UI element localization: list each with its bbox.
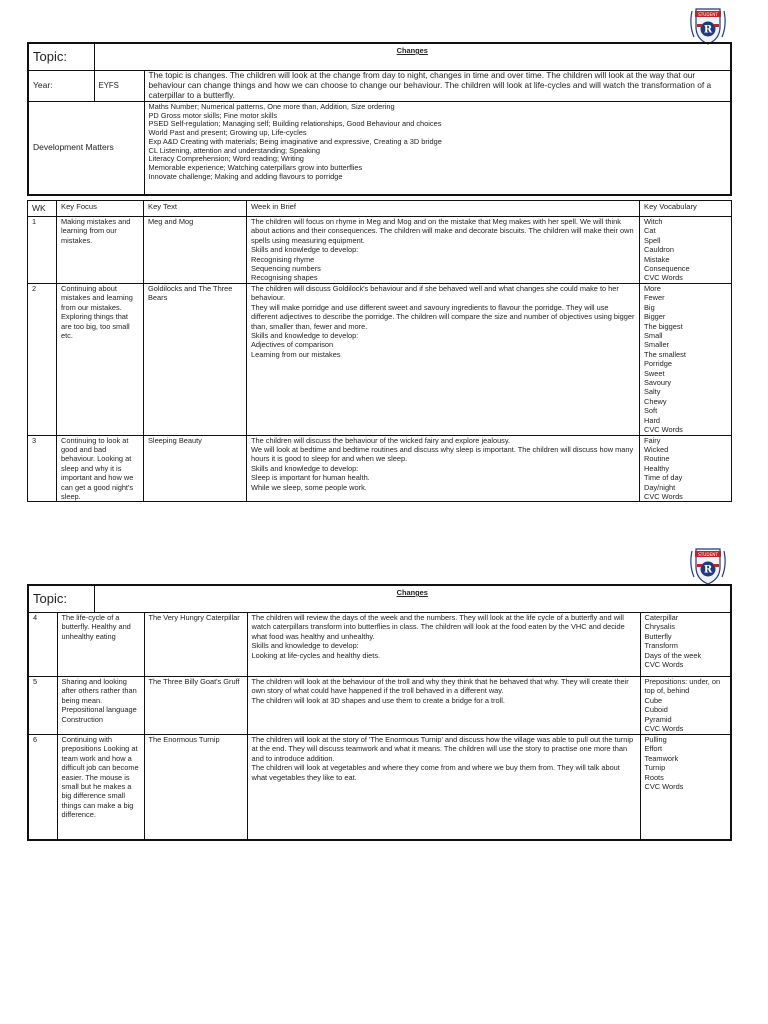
- brief-line: Skills and knowledge to develop:: [251, 331, 359, 341]
- table-row: [28, 613, 731, 677]
- vocab-word: CVC Words: [644, 724, 684, 734]
- brief-line: The children will focus on rhyme in Meg and Mog and on the mistake that Meg makes with her spell. We will think about actions and their consequences. The children will make and decorate biscuits. The children will make their own spells using measuring equipment.: [251, 217, 634, 245]
- dev-item: World Past and present; Growing up, Life-cycles: [148, 128, 307, 138]
- table-row: [28, 735, 731, 840]
- weekly-plan-table-2: [27, 584, 732, 841]
- dev-item: PD Gross motor skills; Fine motor skills: [148, 110, 278, 120]
- key-vocabulary: [640, 217, 732, 284]
- vocab-word: Pulling: [644, 735, 667, 744]
- topic-header-table: [27, 42, 732, 196]
- key-focus: Continuing with prepositions Looking at team work and how a difficult job can become easier. The mouse is small but he makes a big difference small things can make a big difference.: [57, 735, 144, 840]
- svg-text:R: R: [703, 564, 713, 576]
- brief-line: Skills and knowledge to develop:: [251, 463, 359, 473]
- svg-text:STUDENT: STUDENT: [698, 12, 718, 17]
- brief-line: They will make porridge and use different sweet and savoury ingredients to flavour the porridge. They will use different adjectives to describe the porridge. The children will compare the size and number of objectives using bigger than, smaller than, fewer and more.: [251, 302, 635, 331]
- dev-item: PSED Self-regulation; Managing self; Building relationships, Good Behaviour and choices: [148, 119, 442, 129]
- vocab-word: Butterfly: [644, 631, 672, 641]
- header-key-text: Key Text: [144, 201, 247, 217]
- week-number: 2: [28, 284, 57, 436]
- table-row: [28, 284, 732, 436]
- table-row: [28, 677, 731, 735]
- topic-description: The topic is changes. The children will look at the change from day to night, changes in time and over time. The children will look at the way that our behaviour can change things and how we can choose to change our behaviour. The children will look at life-cycles and will watch the transformation of a caterpillar to a butterfly.: [144, 71, 731, 102]
- vocab-word: Witch: [644, 217, 663, 226]
- vocab-word: Savoury: [644, 378, 672, 388]
- vocab-word: Transform: [644, 641, 678, 651]
- vocab-word: Smaller: [644, 340, 670, 350]
- key-text: The Three Billy Goat's Gruff: [144, 677, 247, 735]
- key-text: Goldilocks and The Three Bears: [144, 284, 247, 436]
- topic-label: Topic:: [28, 585, 94, 613]
- vocab-word: Teamwork: [644, 753, 679, 763]
- brief-line: Sleep is important for human health.: [251, 473, 370, 483]
- school-logo-2: [688, 545, 728, 587]
- school-logo: [688, 5, 728, 47]
- brief-line: Recognising rhyme: [251, 254, 315, 264]
- week-number: 1: [28, 217, 57, 284]
- brief-line: Learning from our mistakes: [251, 349, 341, 359]
- dev-item: CL Listening, attention and understanding; Speaking: [148, 145, 320, 155]
- vocab-word: Salty: [644, 387, 661, 397]
- development-matters-label: Development Matters: [28, 102, 144, 196]
- vocab-word: CVC Words: [644, 782, 684, 792]
- brief-line: We will look at bedtime and bedtime routines and discuss why sleep is important. The children will discuss how many hours it is good to sleep for and when we sleep.: [251, 444, 634, 464]
- svg-text:STUDENT: STUDENT: [698, 552, 718, 557]
- brief-line: Looking at life-cycles and healthy diets.: [251, 650, 381, 660]
- week-number: 5: [28, 677, 57, 735]
- brief-line: Adjectives of comparison: [251, 340, 334, 350]
- vocab-word: Day/night: [644, 482, 676, 492]
- dev-item: Innovate challenge; Making and adding flavours to porridge: [148, 171, 343, 181]
- vocab-word: CVC Words: [644, 491, 683, 501]
- year-label: Year:: [28, 71, 94, 102]
- vocab-word: Cauldron: [644, 245, 674, 255]
- planning-page-1: [27, 42, 732, 502]
- weekly-plan-table: [27, 200, 732, 502]
- vocab-word: Sweet: [644, 368, 665, 378]
- vocab-word: Small: [644, 331, 663, 341]
- key-text: Meg and Mog: [144, 217, 247, 284]
- vocab-word: The biggest: [644, 321, 683, 331]
- vocab-word: Consequence: [644, 264, 690, 274]
- vocab-word: Fairy: [644, 435, 661, 445]
- header-key-vocabulary: Key Vocabulary: [640, 201, 732, 217]
- vocab-word: Healthy: [644, 463, 670, 473]
- brief-line: The children will look at the behaviour of the troll and why they think that he behaved that why. They will create their own story of what could have happened if the troll behaved in a different way.: [251, 677, 629, 696]
- week-in-brief: [247, 435, 640, 502]
- vocab-word: Chewy: [644, 396, 667, 406]
- vocab-word: Roots: [644, 772, 664, 782]
- vocab-word: CVC Words: [644, 273, 683, 283]
- svg-text:R: R: [703, 24, 713, 36]
- vocab-word: The smallest: [644, 349, 686, 359]
- brief-line: The children will discuss Goldilock's behaviour and if she behaved well and what changes she could make to her behaviour.: [251, 284, 619, 303]
- vocab-word: CVC Words: [644, 660, 684, 670]
- key-vocabulary: [640, 435, 732, 502]
- vocab-word: More: [644, 284, 661, 293]
- vocab-word: Turnip: [644, 763, 666, 773]
- week-in-brief: [247, 735, 640, 840]
- brief-line: The children will look at 3D shapes and use them to create a bridge for a troll.: [251, 695, 505, 705]
- key-vocabulary: [640, 613, 731, 677]
- key-focus: Continuing about mistakes and learning from our mistakes. Exploring things that are too big, too small etc.: [57, 284, 144, 436]
- vocab-word: Time of day: [644, 473, 683, 483]
- vocab-word: Cube: [644, 695, 663, 705]
- dev-item: Maths Number; Numerical patterns, One more than, Addition, Size ordering: [148, 102, 395, 111]
- header-key-focus: Key Focus: [57, 201, 144, 217]
- header-wk: WK: [28, 201, 57, 217]
- vocab-word: Mistake: [644, 254, 670, 264]
- vocab-word: Bigger: [644, 312, 666, 322]
- brief-line: Skills and knowledge to develop:: [251, 245, 359, 255]
- planning-page-2: [27, 584, 732, 841]
- vocab-word: Prepositions: under, on top of, behind: [644, 677, 721, 696]
- vocab-word: Pyramid: [644, 714, 672, 724]
- brief-line: Sequencing numbers: [251, 264, 321, 274]
- vocab-word: Porridge: [644, 359, 672, 369]
- key-text: Sleeping Beauty: [144, 435, 247, 502]
- topic-title: Changes: [94, 585, 731, 613]
- year-value: EYFS: [94, 71, 144, 102]
- shield-icon: [688, 545, 728, 587]
- key-vocabulary: [640, 735, 731, 840]
- table-header-row: [28, 201, 732, 217]
- brief-line: The children will look at the story of 'The Enormous Turnip' and discuss how the village was able to pull out the turnip at the end. They will discuss teamwork and what it means. The children will use the story to practise one more than and to introduce addition.: [251, 735, 634, 763]
- week-in-brief: [247, 284, 640, 436]
- brief-line: While we sleep, some people work.: [251, 482, 367, 492]
- week-number: 3: [28, 435, 57, 502]
- vocab-word: Spell: [644, 235, 661, 245]
- week-number: 4: [28, 613, 57, 677]
- week-in-brief: [247, 677, 640, 735]
- week-in-brief: [247, 613, 640, 677]
- key-vocabulary: [640, 677, 731, 735]
- table-row: [28, 217, 732, 284]
- week-number: 6: [28, 735, 57, 840]
- vocab-word: Fewer: [644, 293, 665, 303]
- dev-item: Exp A&D Creating with materials; Being imaginative and expressive, Creating a 3D bridge: [148, 136, 442, 146]
- key-text: The Very Hungry Caterpillar: [144, 613, 247, 677]
- table-row: [28, 435, 732, 502]
- development-matters-list: [144, 102, 731, 196]
- vocab-word: Cuboid: [644, 705, 668, 715]
- vocab-word: Chrysalis: [644, 622, 675, 632]
- key-focus: Continuing to look at good and bad behaviour. Looking at sleep and why it is important and how we can get a good night's sleep.: [57, 435, 144, 502]
- key-focus: Sharing and looking after others rather than being mean. Prepositional language Construction: [57, 677, 144, 735]
- week-in-brief: [247, 217, 640, 284]
- topic-label: Topic:: [28, 43, 94, 71]
- key-text: The Enormous Turnip: [144, 735, 247, 840]
- brief-line: The children will look at vegetables and where they come from and where we buy them from. They will talk about what vegetables they like to eat.: [251, 763, 620, 782]
- key-focus: The life-cycle of a butterfly. Healthy and unhealthy eating: [57, 613, 144, 677]
- vocab-word: Routine: [644, 454, 670, 464]
- vocab-word: Cat: [644, 226, 656, 236]
- vocab-word: Wicked: [644, 444, 669, 454]
- brief-line: Recognising shapes: [251, 273, 318, 283]
- vocab-word: Hard: [644, 415, 661, 425]
- vocab-word: CVC Words: [644, 425, 683, 435]
- brief-line: The children will discuss the behaviour of the wicked fairy and explore jealousy.: [251, 435, 511, 445]
- shield-icon: [688, 5, 728, 47]
- brief-line: The children will review the days of the week and the numbers. They will look at the life cycle of a butterfly and will watch caterpillars transform into butterflies in class. The children will look at the food eaten by the VHC and decide what food was healthy and unhealthy.: [251, 613, 625, 641]
- vocab-word: Soft: [644, 406, 658, 416]
- dev-item: Literacy Comprehension; Word reading; Writing: [148, 154, 304, 164]
- vocab-word: Days of the week: [644, 650, 702, 660]
- brief-line: Skills and knowledge to develop:: [251, 641, 359, 651]
- dev-item: Memorable experience; Watching caterpillars grow into butterflies: [148, 162, 363, 172]
- key-vocabulary: [640, 284, 732, 436]
- topic-title: Changes: [94, 43, 731, 71]
- vocab-word: Big: [644, 302, 655, 312]
- header-week-in-brief: Week in Brief: [247, 201, 640, 217]
- key-focus: Making mistakes and learning from our mistakes.: [57, 217, 144, 284]
- vocab-word: Effort: [644, 744, 663, 754]
- vocab-word: Caterpillar: [644, 613, 679, 622]
